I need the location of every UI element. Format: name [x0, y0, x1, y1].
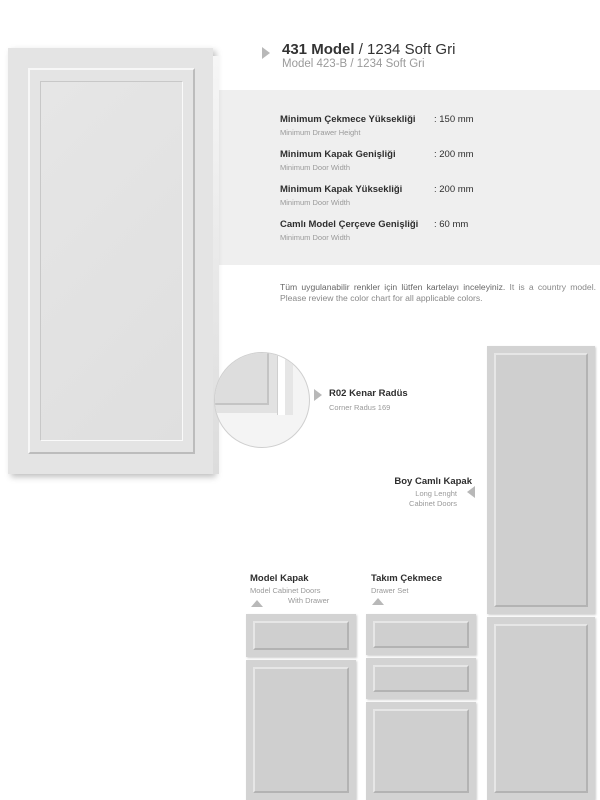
spec-value-3: : 200 mm	[434, 184, 474, 195]
model-kapak-sub2: With Drawer	[288, 596, 330, 605]
takim-label: Takım Çekmece	[371, 573, 443, 584]
spec-label-1: Minimum Çekmece Yüksekliği	[280, 114, 416, 125]
tall-door-sub1: Long Lenght	[415, 489, 457, 498]
model-title-bold: 431 Model	[282, 41, 355, 58]
model-kapak-drawer-inset	[253, 621, 349, 650]
corner-groove	[215, 353, 269, 405]
spec-sub-3: Minimum Door Width	[280, 198, 351, 207]
corner-edge-shade	[285, 353, 293, 415]
drawer-3	[366, 702, 476, 800]
tall-door-upper	[487, 346, 595, 614]
takim-arrow-icon	[372, 598, 384, 605]
door-inner-panel	[40, 81, 183, 441]
model-kapak-door-inset	[253, 667, 349, 793]
model-title-rest: / 1234 Soft Gri	[354, 41, 456, 58]
spec-sub-1: Minimum Drawer Height	[280, 128, 361, 137]
spec-sub-4: Minimum Door Width	[280, 233, 351, 242]
model-kapak-label: Model Kapak	[250, 573, 309, 584]
drawer-2-inset	[373, 665, 469, 692]
radius-label: R02 Kenar Radüs	[329, 388, 408, 399]
spec-value-4: : 60 mm	[434, 219, 469, 230]
tall-door-label: Boy Camlı Kapak	[394, 476, 472, 487]
spec-value-1: : 150 mm	[434, 114, 474, 125]
spec-label-3: Minimum Kapak Yüksekliği	[280, 184, 403, 195]
description-tr: Tüm uygulanabilir renkler için lütfen kartelayı inceleyiniz.	[280, 282, 506, 292]
tall-door-upper-inset	[494, 353, 588, 607]
door-image	[8, 48, 213, 474]
model-kapak-sub1: Model Cabinet Doors	[250, 586, 321, 595]
model-kapak-arrow-icon	[251, 600, 263, 607]
tall-door-arrow-icon	[467, 486, 475, 498]
description	[280, 282, 596, 304]
title-arrow-icon	[262, 47, 270, 59]
spec-label-4: Camlı Model Çerçeve Genişliği	[280, 219, 419, 230]
spec-value-2: : 200 mm	[434, 149, 474, 160]
takim-sub1: Drawer Set	[371, 586, 409, 595]
spec-sub-2: Minimum Door Width	[280, 163, 351, 172]
model-subtitle: Model 423-B / 1234 Soft Gri	[282, 58, 425, 70]
corner-detail-circle	[214, 352, 310, 448]
tall-door-sub2: Cabinet Doors	[409, 499, 457, 508]
drawer-3-inset	[373, 709, 469, 793]
radius-sub: Corner Radus 169	[329, 403, 391, 412]
tall-door-lower-inset	[494, 624, 588, 793]
tall-door-lower	[487, 617, 595, 800]
drawer-2	[366, 658, 476, 699]
model-kapak-drawer	[246, 614, 356, 657]
drawer-1-inset	[373, 621, 469, 648]
drawer-1	[366, 614, 476, 655]
description-en: It is a country model. Please review the color chart for all applicable colors.	[280, 282, 597, 303]
model-title	[282, 41, 455, 58]
radius-arrow-icon	[314, 389, 322, 401]
model-kapak-door	[246, 660, 356, 800]
spec-label-2: Minimum Kapak Genişliği	[280, 149, 396, 160]
